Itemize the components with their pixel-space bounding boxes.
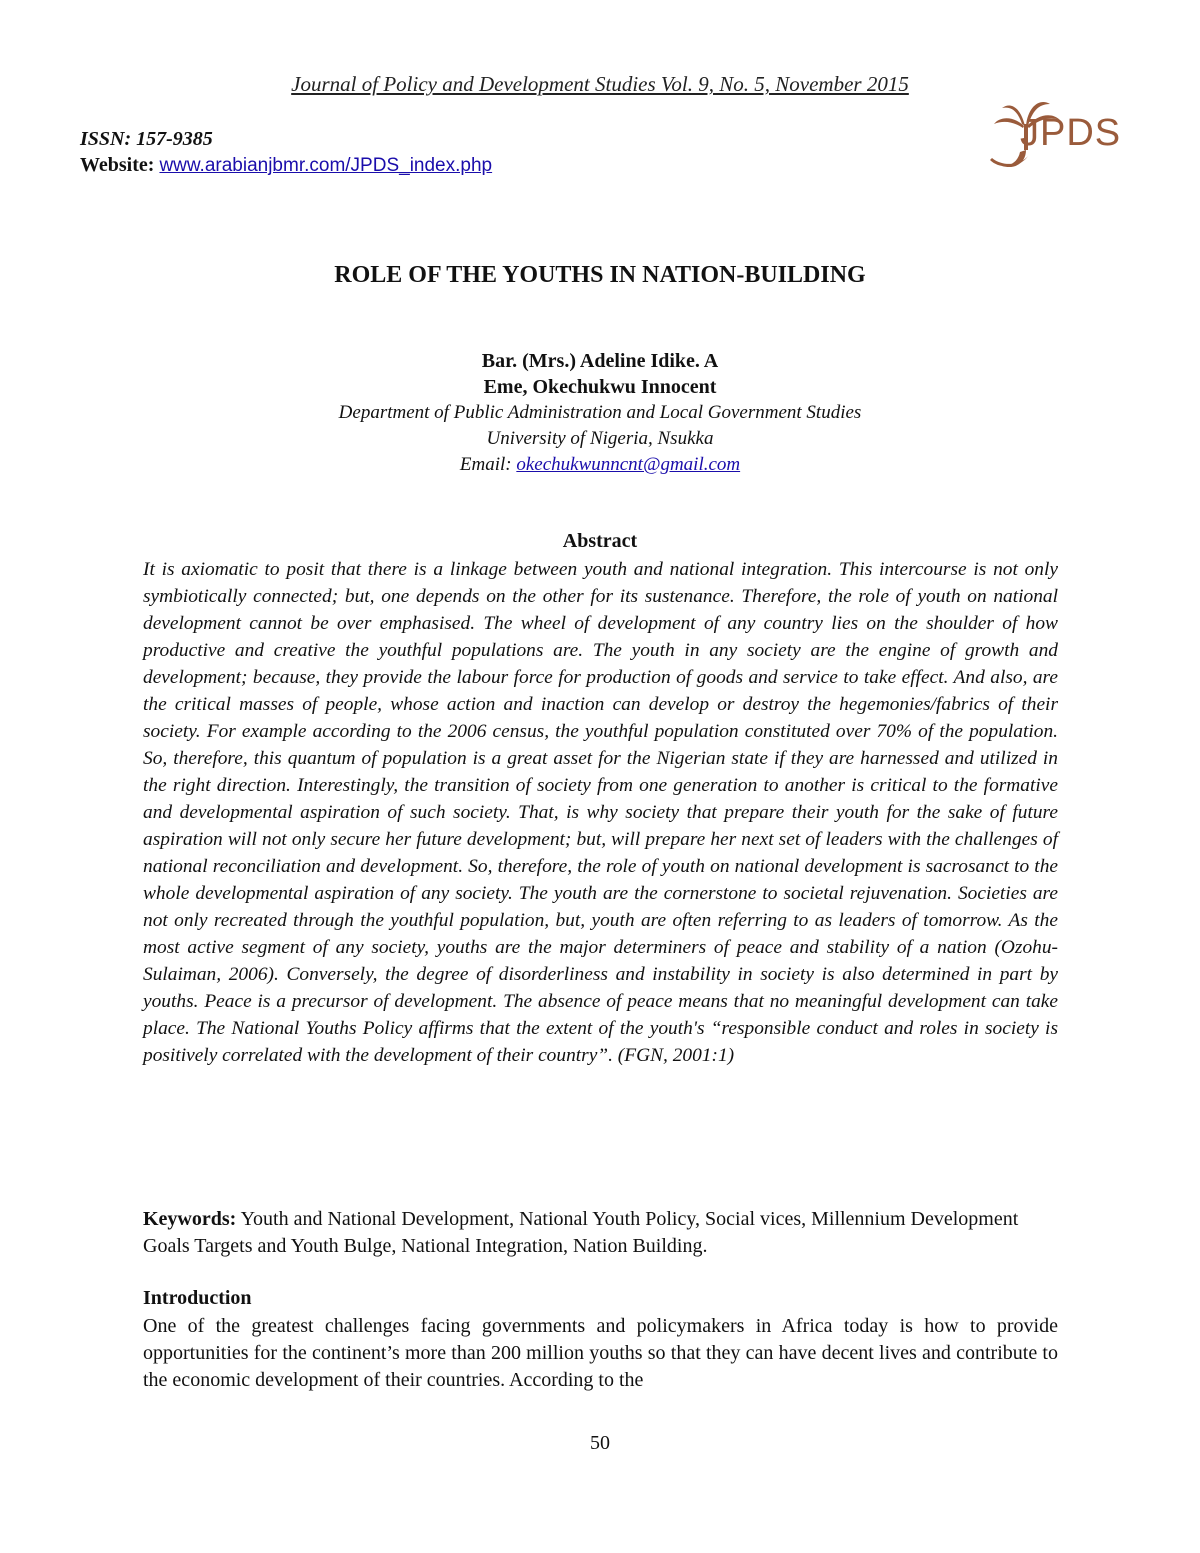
- author-1: Bar. (Mrs.) Adeline Idike. A: [481, 350, 719, 372]
- website-link[interactable]: www.arabianjbmr.com/JPDS_index.php: [159, 155, 493, 176]
- keywords: [143, 1206, 1058, 1260]
- email-label: Email:: [459, 454, 512, 475]
- website-line: [80, 154, 492, 177]
- journal-header: Journal of Policy and Development Studies Vol. 9, No. 5, November 2015: [291, 72, 909, 96]
- keywords-text: Youth and National Development, National Youth Policy, Social vices, Millennium Development Goals Targets and Youth Bulge, National Integration, Nation Building.: [143, 1208, 1019, 1257]
- department: Department of Public Administration and Local Government Studies: [338, 402, 862, 423]
- website-label: Website:: [80, 154, 155, 176]
- jpds-logo-text: JPDS: [1020, 112, 1122, 154]
- abstract-text: It is axiomatic to posit that there is a linkage between youth and national integration. This intercourse is not only symbiotically connected; but, one depends on the other for its sustenance. Therefore, the role of youth on national development cannot be over emphasised. The wheel of development of any country lies on the shoulder of how productive and creative the youthful populations are. The youth in any society are the engine of growth and development; because, they provide the labour force for production of goods and service to take effect. And also, are the critical masses of people, whose action and inaction can develop or destroy the hegemonies/fabrics of their society. For example according to the 2006 census, the youthful population constituted over 70% of the population. So, therefore, this quantum of population is a great asset for the Nigerian state if they are harnessed and utilized in the right direction. Interestingly, the transition of society from one generation to another is critical to the formative and developmental aspiration of such society. That, is why society that prepare their youth for the sake of future aspiration will not only secure her future development; but, will prepare her next set of leaders with the challenges of national reconciliation and development. So, therefore, the role of youth on national development is sacrosanct to the whole developmental aspiration of any society. The youth are the cornerstone to societal rejuvenation. Societies are not only recreated through the youthful population, but, youth are often referring to as leaders of tomorrow. As the most active segment of any society, youths are the major determiners of peace and stability of a nation (Ozohu-Sulaiman, 2006). Conversely, the degree of disorderliness and instability in society is also determined in part by youths. Peace is a precursor of development. The absence of peace means that no meaningful development can take place. The National Youths Policy affirms that the extent of the youth's “responsible conduct and roles in society is positively correlated with the development of their country”. (FGN, 2001:1): [143, 559, 1058, 1066]
- email-link[interactable]: okechukwunncnt@gmail.com: [516, 454, 741, 475]
- paper-title: ROLE OF THE YOUTHS IN NATION-BUILDING: [334, 262, 866, 288]
- abstract-heading: Abstract: [562, 530, 638, 552]
- introduction-text: One of the greatest challenges facing governments and policymakers in Africa today is how to provide opportunities for the continent’s more than 200 million youths so that they can have decent lives and contribute to the economic development of their countries. According to the: [143, 1315, 1058, 1391]
- issn: ISSN: 157-9385: [80, 128, 213, 150]
- author-2: Eme, Okechukwu Innocent: [483, 376, 717, 398]
- introduction-heading: Introduction: [143, 1287, 252, 1309]
- page-number: 50: [590, 1432, 610, 1454]
- university: University of Nigeria, Nsukka: [486, 428, 714, 449]
- email-line: [0, 452, 1200, 478]
- author-block: [0, 348, 1200, 478]
- keywords-label: Keywords:: [143, 1208, 237, 1230]
